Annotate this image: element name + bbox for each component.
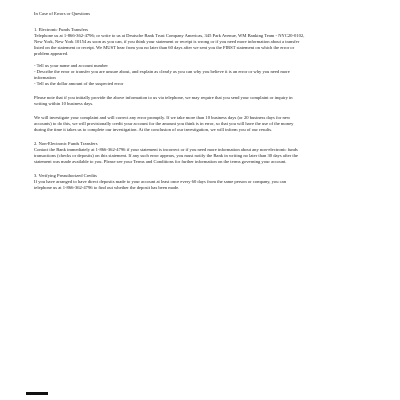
section-1-intro: Telephone us at 1-866-362-4796; or write to us at Deutsche Bank Trust Company Americas, 345 Park Avenue, WM Banking Team - NYC20-0102, New York, New York 10154 as soon as you can, if you think your statement or receipt is wrong or if you need more information about a transfer listed on the statement or receipt. We MUST hear from you no later than 60 days after we sent you the FIRST statement on which the error or problem appeared. xyxy=(34,33,305,56)
bullet-item: - Tell us your name and account number xyxy=(34,63,108,68)
section-1-bullet-list xyxy=(34,63,305,87)
section-1-note: Please note that if you initially provide the above information to us via telephone, we may require that you send your complaint or inquiry in writing within 10 business days. xyxy=(34,95,293,106)
section-non-electronic-funds-transfers xyxy=(34,141,305,165)
bullet-item: - Tell us the dollar amount of the suspected error xyxy=(34,81,124,86)
bullet-item: - Describe the error or transfer you are unsure about, and explain as clearly as you can why you believe it is an error or why you need more information xyxy=(34,69,290,80)
section-1-investigation: We will investigate your complaint and will correct any error promptly. If we take more than 10 business days (or 20 business days for new accounts) to do this, we will provisionally credit your account for the amount you think is in error, so that you will have the use of the money during the time it takes us to complete our investigation. At the conclusion of our investigation, we will inform you of our results. xyxy=(34,115,294,132)
section-3-title: 3. Verifying Preauthorized Credits xyxy=(34,173,97,178)
footer-bar xyxy=(26,392,48,395)
section-2-body: Contact the Bank immediately at 1-866-362-4796 if your statement is incorrect or if you need more information about any non-electronic funds transactions (checks or deposits) on this statement. If any such error appears, you must notify the Bank in writing no later than 30 days after the statement was made available to you. Please see your Terms and Conditions for further information on the terms governing your account. xyxy=(34,147,298,164)
section-1-title: 1. Electronic Funds Transfers xyxy=(34,27,89,32)
section-verifying-preauthorized-credits xyxy=(34,173,305,191)
section-electronic-funds-transfers xyxy=(34,27,305,133)
document-heading: In Case of Errors or Questions xyxy=(34,11,91,16)
section-3-body: If you have arranged to have direct deposits made to your account at least once every 60 days from the same person or company, you can telephone us at 1-866-362-4796 to find out whether the deposit has been made. xyxy=(34,179,287,190)
section-2-title: 2. Non-Electronic Funds Transfers xyxy=(34,141,98,146)
